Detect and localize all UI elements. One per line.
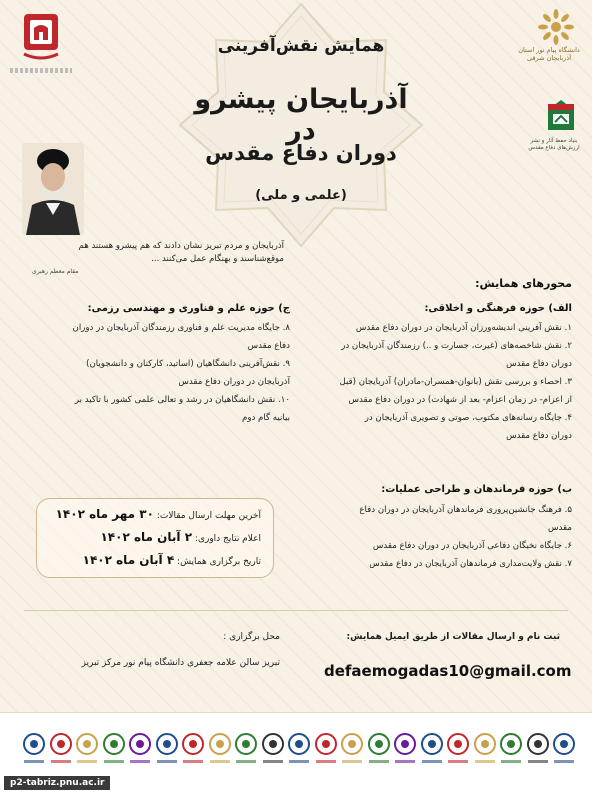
axis-item: ۲. نقش شاخصه‌های (غیرت، جسارت و ..) رزمندگان آذربایجان در xyxy=(341,341,572,351)
leader-quote: آذربایجان و مردم تبریز نشان دادند که هم پیشرو هستند هم موقع‌شناسند و بهنگام عمل می‌کنند ... xyxy=(78,241,284,264)
sacred-defense-logo-icon xyxy=(544,96,578,136)
registration-label: ثبت نام و ارسال مقالات از طریق ایمیل همایش: xyxy=(346,632,560,642)
sponsor-logo-icon xyxy=(22,730,46,770)
axis-item: ۴. جایگاه رسانه‌های مکتوب، صوتی و تصویری آذربایجان در xyxy=(364,413,572,423)
axis-item: دوران دفاع مقدس xyxy=(506,431,572,441)
sponsor-logo-icon xyxy=(102,730,126,770)
axis-item: ۶. جایگاه نخبگان دفاعی آذربایجان در دوران دفاع مقدس xyxy=(372,541,572,551)
leader-portrait xyxy=(22,143,84,235)
title-line-3: دوران دفاع مقدس xyxy=(205,141,397,165)
venue-label: محل برگزاری : xyxy=(223,632,280,642)
divider xyxy=(24,610,568,611)
axis-item: ۱۰. نقش دانشگاهیان در رشد و تعالی علمی کشور با تاکید بر xyxy=(74,395,290,405)
sponsor-logo-icon xyxy=(499,730,523,770)
logo-caption-text xyxy=(10,68,72,73)
axis-item: ۹. نقش‌آفرینی دانشگاهیان (اساتید، کارکنان و دانشجویان) xyxy=(86,359,290,369)
axis-item: ۸. جایگاه مدیریت علم و فناوری رزمندگان آذربایجان در دوران xyxy=(72,323,290,333)
axis-item: از اعزام- در زمان اعزام- بعد از شهادت) در دوران دفاع مقدس xyxy=(348,395,572,405)
venue-value: تبریز سالن علامه جعفری دانشگاه پیام نور مرکز تبریز xyxy=(81,658,280,668)
axis-item: آذربایجان در دوران دفاع مقدس xyxy=(178,377,290,387)
date-row-results xyxy=(100,530,261,544)
axes-title: محورهای همایش: xyxy=(475,277,572,290)
pnu-logo-caption: دانشگاه پیام نور استان آذربایجان شرقی xyxy=(518,46,580,62)
section-c-title: ج) حوزه علم و فناوری و مهندسی رزمی: xyxy=(87,303,290,314)
email-link[interactable]: defaemogadas10@gmail.com xyxy=(324,662,572,680)
date-value: ۴ آبان ماه ۱۴۰۲ xyxy=(82,553,175,567)
sponsor-logo-icon xyxy=(446,730,470,770)
sponsor-logo-icon xyxy=(314,730,338,770)
sponsor-logo-icon xyxy=(393,730,417,770)
section-a-title: الف) حوزه فرهنگی و اخلاقی: xyxy=(424,303,572,314)
date-label: اعلام نتایج داوری: xyxy=(194,534,261,544)
sponsor-logo-icon xyxy=(181,730,205,770)
sponsor-logo-icon xyxy=(155,730,179,770)
axis-item: ۳. احصاء و بررسی نقش (بانوان-همسران-مادران) آذربایجان (قبل xyxy=(339,377,572,387)
date-label: آخرین مهلت ارسال مقالات: xyxy=(156,511,261,521)
sponsor-logo-icon xyxy=(128,730,152,770)
date-value: ۲ آبان ماه ۱۴۰۲ xyxy=(100,530,193,544)
date-row-conference xyxy=(83,553,261,567)
date-label: تاریخ برگزاری همایش: xyxy=(177,557,261,567)
sponsor-logo-icon xyxy=(473,730,497,770)
sponsor-logo-icon xyxy=(261,730,285,770)
society-logo-caption: بنیاد حفظ آثار و نشر ارزش‌های دفاع مقدس xyxy=(528,138,580,151)
axis-item: ۱. نقش آفرینی اندیشه‌ورزان آذربایجان در دوران دفاع مقدس xyxy=(355,323,572,333)
sponsor-logo-icon xyxy=(526,730,550,770)
title-line-4: (علمی و ملی) xyxy=(255,188,347,203)
date-row-deadline xyxy=(56,507,261,521)
date-value: ۳۰ مهر ماه ۱۴۰۲ xyxy=(55,507,154,521)
pnu-logo-icon xyxy=(536,8,576,46)
sponsor-logo-icon xyxy=(208,730,232,770)
quote-source: مقام معظم رهبری xyxy=(32,268,79,275)
sponsor-logo-icon xyxy=(420,730,444,770)
title-line-2: آذربایجان پیشرو در xyxy=(194,84,408,146)
sponsor-logo-icon xyxy=(287,730,311,770)
conference-logo-icon xyxy=(18,10,64,66)
section-b-title: ب) حوزه فرماندهان و طراحی عملیات: xyxy=(381,484,572,495)
sponsor-logo-icon xyxy=(49,730,73,770)
title-line-1: همایش نقش‌آفرینی xyxy=(217,36,385,56)
axis-item: دفاع مقدس xyxy=(247,341,290,351)
sponsor-logo-icon xyxy=(552,730,576,770)
axis-item: دوران دفاع مقدس xyxy=(506,359,572,369)
axis-item: بیانیه گام دوم xyxy=(242,413,290,423)
sponsor-logo-icon xyxy=(75,730,99,770)
axis-item: مقدس xyxy=(548,523,572,533)
portrait-icon xyxy=(22,143,84,235)
dates-box xyxy=(36,498,274,578)
axis-item: ۵. فرهنگ جانشین‌پروری فرماندهان آذربایجان در دوران دفاع xyxy=(359,505,572,515)
sponsor-logo-icon xyxy=(234,730,258,770)
axis-item: ۷. نقش ولایت‌مداری فرماندهان آذربایجان در دفاع مقدس xyxy=(369,559,572,569)
sponsor-logo-icon xyxy=(367,730,391,770)
sponsor-logo-icon xyxy=(340,730,364,770)
website-url[interactable]: p2-tabriz.pnu.ac.ir xyxy=(4,776,110,790)
